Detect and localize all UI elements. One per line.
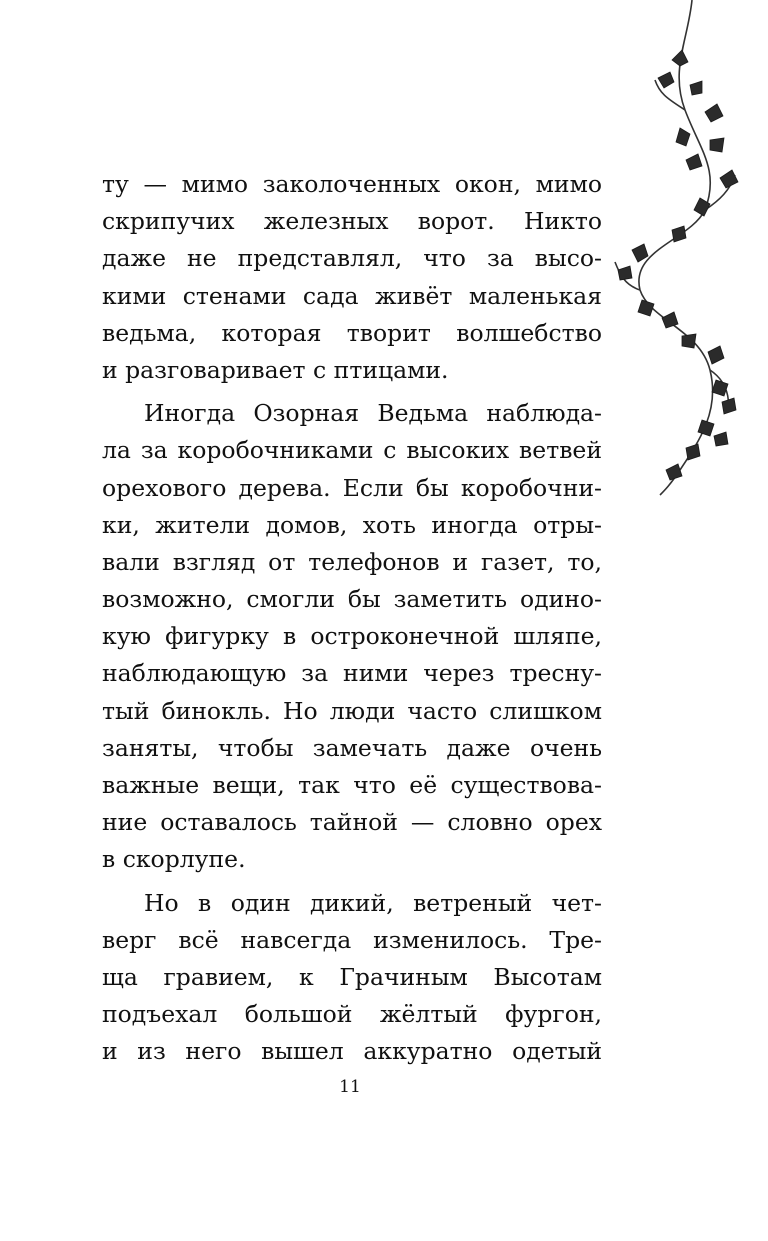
page-number: 11 (339, 1077, 361, 1097)
text-line: ки, жители домов, хоть иногда отры- (102, 510, 602, 539)
text-line: даже не представлял, что за высо- (102, 244, 602, 273)
text-line: верг всё навсегда изменилось. Тре- (102, 925, 602, 954)
ivy-vine-icon (610, 0, 760, 500)
text-line: Иногда Озорная Ведьма наблюда- (144, 399, 602, 428)
paragraph-2 (102, 395, 602, 878)
text-line: и разговаривает с птицами. (102, 355, 449, 384)
text-line: ща гравием, к Грачиным Высотам (102, 962, 602, 991)
text-line: ние оставалось тайной — словно орех (102, 808, 602, 837)
text-line: Но в один дикий, ветреный чет- (144, 888, 602, 917)
text-line: скрипучих железных ворот. Никто (102, 207, 602, 236)
text-line: кую фигурку в остроконечной шляпе, (102, 622, 602, 651)
text-line: вали взгляд от телефонов и газет, то, (102, 547, 602, 576)
text-line: заняты, чтобы замечать даже очень (102, 733, 602, 762)
paragraph-1 (102, 166, 602, 389)
text-line: подъехал большой жёлтый фургон, (102, 1000, 602, 1029)
text-line: в скорлупе. (102, 845, 246, 874)
text-line: ведьма, которая творит волшебство (102, 318, 602, 347)
text-line: ту — мимо заколоченных окон, мимо (102, 170, 602, 198)
text-line: ла за коробочниками с высоких ветвей (102, 436, 602, 465)
body-text (102, 166, 602, 1071)
text-line: наблюдающую за ними через тресну- (102, 659, 602, 688)
text-line: тый бинокль. Но люди часто слишком (102, 696, 602, 725)
text-line: и из него вышел аккуратно одетый (102, 1037, 602, 1066)
text-line: возможно, смогли бы заметить одино- (102, 585, 602, 614)
text-line: орехового дерева. Если бы коробочни- (102, 473, 602, 502)
text-line: важные вещи, так что её существова- (102, 771, 602, 799)
text-line: кими стенами сада живёт маленькая (102, 281, 602, 310)
paragraph-3 (102, 885, 602, 1071)
